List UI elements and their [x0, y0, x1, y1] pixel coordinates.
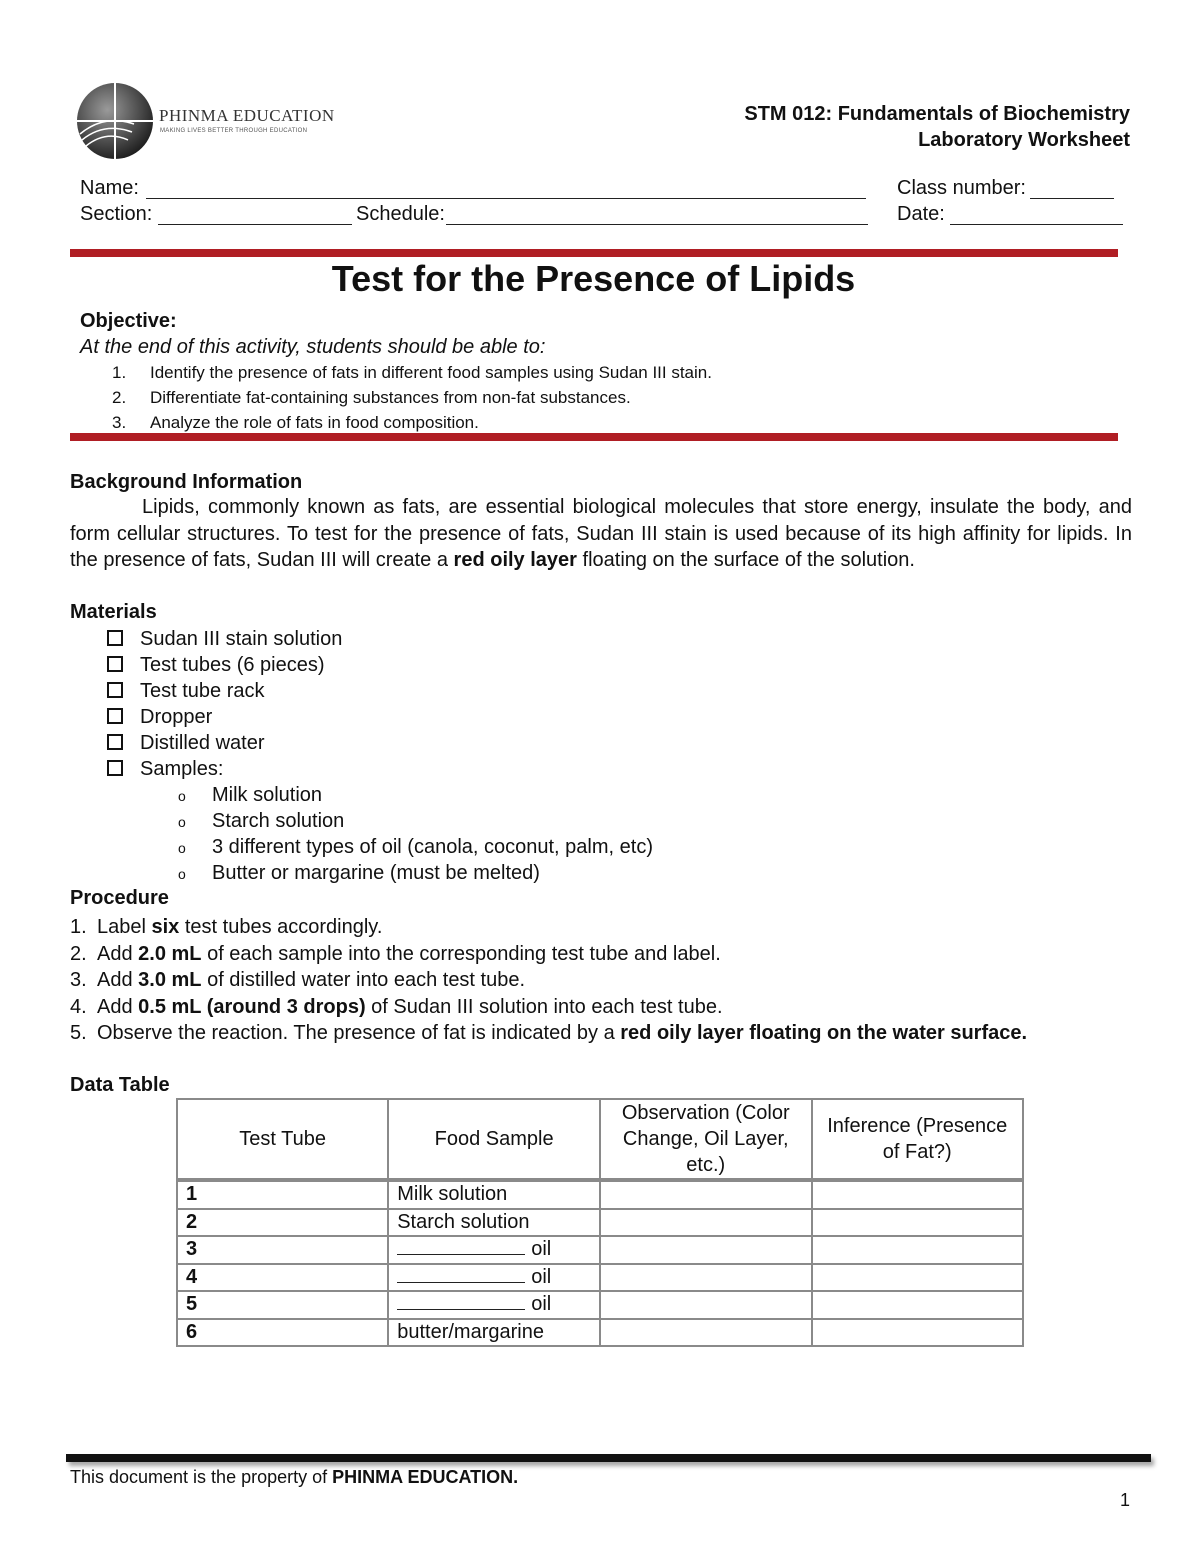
step-text: test tubes accordingly. — [179, 916, 383, 938]
food-sample: oil — [531, 1265, 552, 1288]
inference-cell[interactable] — [812, 1319, 1023, 1347]
step-number: 2. — [70, 942, 87, 965]
food-sample: Starch solution — [388, 1209, 600, 1237]
food-sample-cell — [388, 1264, 600, 1292]
table-row — [177, 1291, 1023, 1319]
observation-cell[interactable] — [600, 1236, 812, 1264]
background-text-1: Lipids, commonly known as fats, are essential biological molecules that store energy, insulate the body, and form cellular structures. To test for the presence of fats, Sudan III stain is used because of its high affinity for lipids. In the presence of fats, Sudan III will create a — [70, 496, 1132, 571]
name-label: Name: — [80, 177, 139, 199]
table-row — [177, 1180, 1023, 1209]
checkbox-icon[interactable] — [107, 656, 123, 672]
observation-cell[interactable] — [600, 1264, 812, 1292]
list-item — [178, 860, 653, 886]
checkbox-icon[interactable] — [107, 708, 123, 724]
step-bold: six — [151, 916, 180, 938]
document-header — [744, 101, 1130, 153]
footer-owner: PHINMA EDUCATION. — [332, 1467, 519, 1487]
bullet-icon: o — [178, 840, 186, 856]
list-item — [112, 385, 712, 410]
material-label: Test tube rack — [140, 680, 265, 702]
tube-number: 5 — [177, 1291, 388, 1319]
list-item — [107, 704, 342, 730]
food-sample: oil — [531, 1293, 552, 1316]
top-divider — [70, 249, 1118, 257]
list-item — [178, 782, 653, 808]
footer-label: This document is the property of — [70, 1467, 333, 1487]
material-label: Samples: — [140, 758, 224, 780]
tube-number: 1 — [177, 1180, 388, 1209]
food-sample-cell — [388, 1236, 600, 1264]
page-number: 1 — [1120, 1490, 1131, 1510]
material-label: Test tubes (6 pieces) — [140, 654, 325, 676]
class-number-label: Class number: — [897, 177, 1026, 199]
schedule-label: Schedule: — [356, 203, 445, 225]
list-item — [70, 994, 1027, 1021]
class-number-field[interactable] — [1030, 198, 1114, 199]
materials-list — [107, 626, 342, 782]
sample-label: Butter or margarine (must be melted) — [212, 862, 540, 884]
observation-cell[interactable] — [600, 1209, 812, 1237]
food-sample: butter/margarine — [388, 1319, 600, 1347]
schedule-field[interactable] — [446, 224, 868, 225]
food-sample: Milk solution — [388, 1180, 600, 1209]
item-number: 1. — [112, 363, 127, 382]
item-number: 3. — [112, 413, 127, 432]
list-item — [178, 808, 653, 834]
checkbox-icon[interactable] — [107, 682, 123, 698]
step-number: 5. — [70, 1022, 87, 1044]
step-bold: 2.0 mL — [138, 942, 202, 965]
data-table-heading: Data Table — [70, 1074, 170, 1096]
samples-list — [178, 782, 653, 886]
list-item — [70, 941, 1027, 968]
checkbox-icon[interactable] — [107, 760, 123, 776]
step-number: 4. — [70, 995, 87, 1018]
observation-cell[interactable] — [600, 1180, 812, 1209]
item-text: Identify the presence of fats in different food samples using Sudan III stain. — [150, 363, 712, 382]
name-field[interactable] — [146, 198, 866, 199]
objective-divider — [70, 433, 1118, 441]
course-title: STM 012: Fundamentals of Biochemistry — [744, 103, 1130, 125]
bullet-icon: o — [178, 814, 186, 830]
step-number: 3. — [70, 969, 87, 991]
checkbox-icon[interactable] — [107, 734, 123, 750]
tube-number: 3 — [177, 1236, 388, 1264]
section-label: Section: — [80, 203, 153, 225]
sample-label: 3 different types of oil (canola, coconut, palm, etc) — [212, 836, 653, 858]
inference-cell[interactable] — [812, 1209, 1023, 1237]
bullet-icon: o — [178, 866, 186, 882]
procedure-heading: Procedure — [70, 887, 169, 909]
step-text: Add — [97, 942, 139, 965]
oil-blank-field[interactable] — [397, 1266, 525, 1283]
inference-cell[interactable] — [812, 1180, 1023, 1209]
table-row — [177, 1264, 1023, 1292]
step-bold: red oily layer floating on the water surface. — [620, 1022, 1028, 1044]
list-item — [107, 626, 342, 652]
table-header-row — [177, 1099, 1023, 1180]
food-sample: oil — [531, 1238, 552, 1261]
material-label: Distilled water — [140, 732, 265, 754]
oil-blank-field[interactable] — [397, 1293, 525, 1310]
background-text-bold: red oily layer — [453, 549, 577, 571]
food-sample-cell — [388, 1291, 600, 1319]
list-item — [107, 730, 342, 756]
globe-logo-icon — [74, 80, 156, 162]
step-bold: 0.5 mL (around 3 drops) — [138, 995, 366, 1018]
item-number: 2. — [112, 388, 127, 407]
tube-number: 4 — [177, 1264, 388, 1292]
date-label: Date: — [897, 203, 945, 225]
step-bold: 3.0 mL — [138, 969, 202, 991]
background-heading: Background Information — [70, 471, 303, 493]
inference-cell[interactable] — [812, 1236, 1023, 1264]
logo-tagline: MAKING LIVES BETTER THROUGH EDUCATION — [160, 128, 308, 134]
list-item — [112, 360, 712, 385]
list-item — [107, 678, 342, 704]
list-item — [70, 1020, 1027, 1047]
date-field[interactable] — [950, 224, 1123, 225]
procedure-list — [70, 914, 1027, 1047]
column-header: Inference (Presence of Fat?) — [812, 1099, 1023, 1180]
oil-blank-field[interactable] — [397, 1238, 525, 1255]
list-item — [70, 967, 1027, 994]
item-text: Differentiate fat-containing substances from non-fat substances. — [150, 388, 631, 407]
tube-number: 6 — [177, 1319, 388, 1347]
step-text: of Sudan III solution into each test tube. — [365, 995, 723, 1018]
objective-intro: At the end of this activity, students should be able to: — [80, 336, 546, 358]
table-row — [177, 1236, 1023, 1264]
worksheet-label: Laboratory Worksheet — [918, 129, 1130, 151]
bullet-icon: o — [178, 788, 186, 804]
sample-label: Milk solution — [212, 784, 323, 806]
phinma-logo — [74, 80, 364, 162]
step-text: Label — [97, 916, 152, 938]
footer-text — [70, 1467, 518, 1488]
background-text-2: floating on the surface of the solution. — [576, 549, 915, 571]
step-number: 1. — [70, 916, 87, 938]
step-text: Add — [97, 995, 139, 1018]
step-text: of each sample into the corresponding test tube and label. — [201, 942, 721, 965]
materials-heading: Materials — [70, 601, 157, 623]
observation-cell[interactable] — [600, 1319, 812, 1347]
list-item — [107, 756, 342, 782]
step-text: Observe the reaction. The presence of fat is indicated by a — [97, 1022, 621, 1044]
list-item — [112, 410, 712, 435]
sample-label: Starch solution — [212, 810, 345, 832]
step-text: Add — [97, 969, 139, 991]
observation-cell[interactable] — [600, 1291, 812, 1319]
tube-number: 2 — [177, 1209, 388, 1237]
inference-cell[interactable] — [812, 1264, 1023, 1292]
data-table — [176, 1098, 1024, 1347]
list-item — [107, 652, 342, 678]
background-paragraph — [70, 494, 1132, 574]
page-title: Test for the Presence of Lipids — [331, 258, 856, 299]
column-header: Food Sample — [388, 1099, 600, 1180]
objective-heading: Objective: — [80, 310, 177, 332]
column-header: Observation (Color Change, Oil Layer, etc.) — [600, 1099, 812, 1180]
logo-name: PHINMA EDUCATION — [159, 106, 335, 125]
material-label: Sudan III stain solution — [140, 628, 343, 650]
step-text: of distilled water into each test tube. — [201, 969, 526, 991]
section-field[interactable] — [158, 224, 352, 225]
inference-cell[interactable] — [812, 1291, 1023, 1319]
column-header: Test Tube — [177, 1099, 388, 1180]
table-row — [177, 1209, 1023, 1237]
footer-divider — [66, 1454, 1151, 1462]
table-row — [177, 1319, 1023, 1347]
objective-list — [112, 360, 712, 435]
item-text: Analyze the role of fats in food composition. — [150, 413, 479, 432]
checkbox-icon[interactable] — [107, 630, 123, 646]
material-label: Dropper — [140, 706, 213, 728]
list-item — [178, 834, 653, 860]
list-item — [70, 914, 1027, 941]
